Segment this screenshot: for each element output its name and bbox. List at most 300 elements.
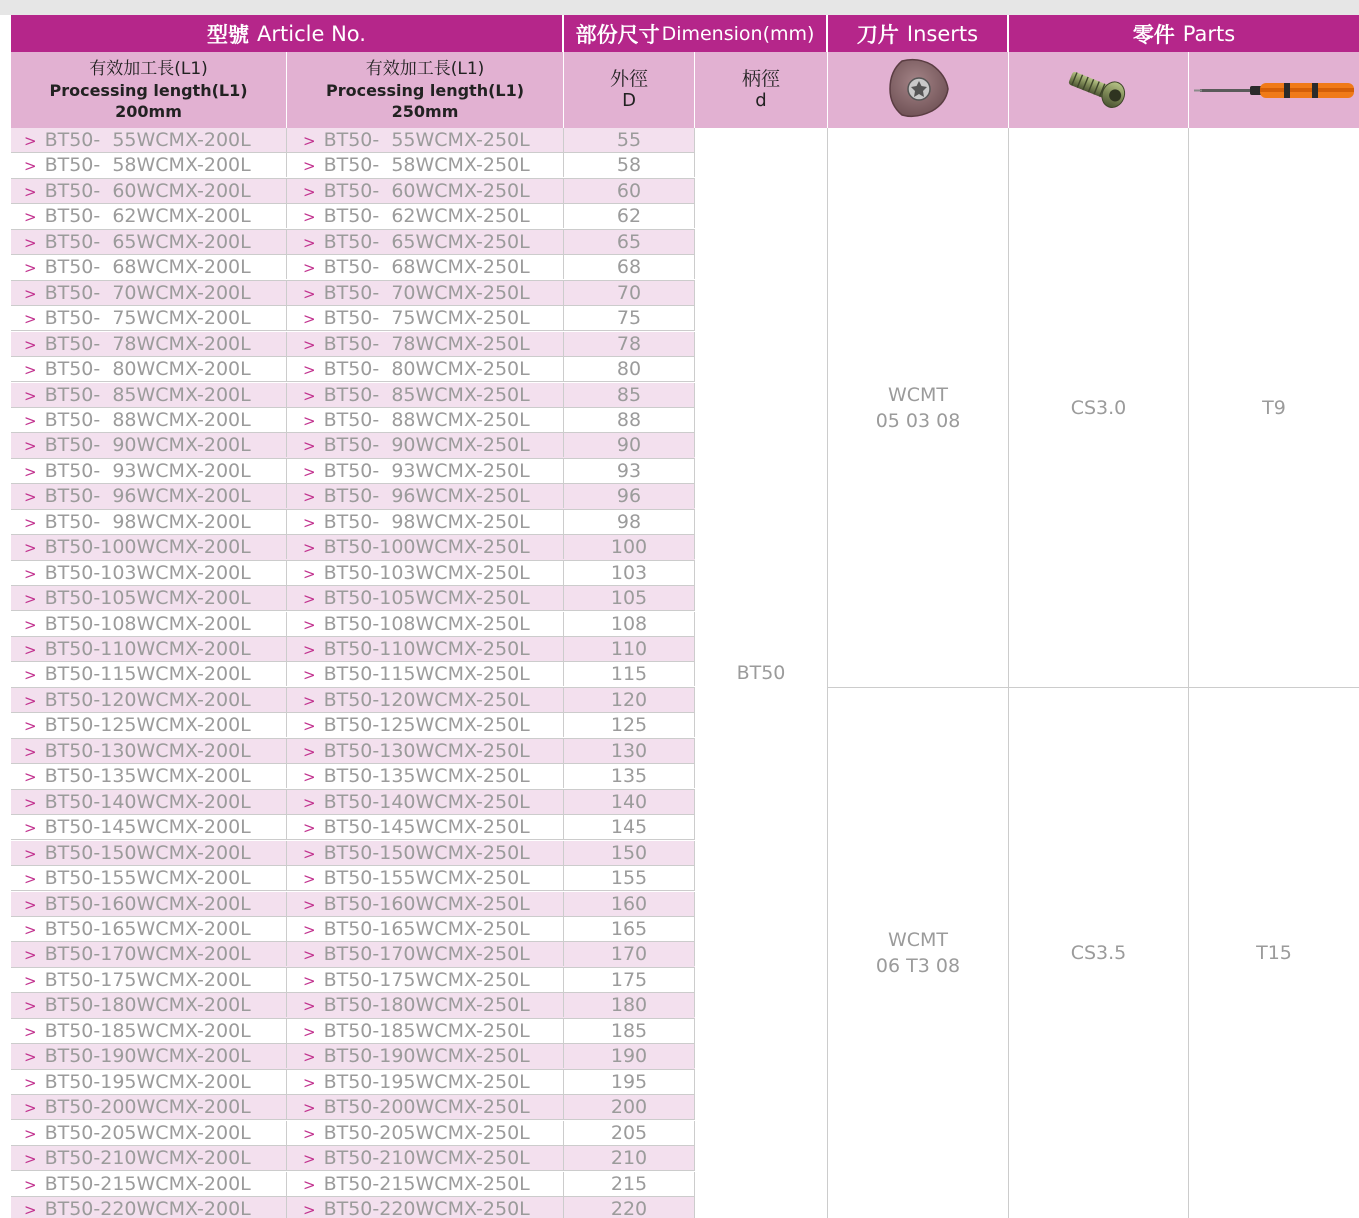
row-arrow-icon: > bbox=[303, 691, 316, 710]
outer-diameter-cell-text: 195 bbox=[610, 1070, 648, 1093]
row-arrow-icon: > bbox=[24, 462, 37, 481]
outer-diameter-cell bbox=[564, 1146, 695, 1170]
outer-diameter-cell bbox=[564, 484, 695, 508]
outer-diameter-cell bbox=[564, 815, 695, 839]
outer-diameter-cell-text: 70 bbox=[616, 281, 642, 304]
article-200-link-text: BT50-135WCMX-200L bbox=[44, 765, 251, 788]
outer-diameter-cell-text: 108 bbox=[610, 612, 648, 635]
article-200-link-text: BT50-200WCMX-200L bbox=[44, 1096, 251, 1119]
article-200-link-text: BT50-205WCMX-200L bbox=[44, 1121, 251, 1144]
table-row bbox=[11, 459, 695, 484]
article-200-link-text: BT50- 68WCMX-200L bbox=[44, 256, 251, 279]
subheader-shank-diameter bbox=[695, 52, 828, 128]
table-row bbox=[11, 1070, 695, 1095]
row-arrow-icon: > bbox=[303, 1150, 316, 1168]
outer-diameter-cell bbox=[564, 739, 695, 763]
article-200-link-text: BT50-130WCMX-200L bbox=[44, 739, 251, 762]
article-200-link[interactable] bbox=[11, 204, 287, 228]
row-arrow-icon: > bbox=[24, 259, 37, 278]
row-arrow-icon: > bbox=[303, 742, 316, 761]
outer-diameter-cell-text: 96 bbox=[616, 485, 642, 508]
outer-diameter-cell-text: 120 bbox=[610, 688, 648, 711]
article-250-link[interactable] bbox=[287, 637, 564, 661]
outer-diameter-cell bbox=[564, 357, 695, 381]
outer-diameter-cell bbox=[564, 332, 695, 356]
article-200-link-text: BT50-145WCMX-200L bbox=[44, 816, 251, 839]
article-250-link[interactable] bbox=[287, 586, 564, 610]
table-row bbox=[11, 841, 695, 866]
article-200-link[interactable] bbox=[11, 586, 287, 610]
outer-diameter-cell-text: 98 bbox=[616, 510, 642, 533]
outer-diameter-cell-text: 68 bbox=[616, 256, 642, 279]
article-250-link[interactable] bbox=[287, 179, 564, 203]
outer-diameter-cell bbox=[564, 153, 695, 177]
header-dimension-en: Dimension(mm) bbox=[661, 22, 815, 45]
article-200-link[interactable] bbox=[11, 459, 287, 483]
outer-diameter-cell-text: 205 bbox=[610, 1121, 648, 1144]
outer-diameter-cell-text: 75 bbox=[616, 307, 642, 330]
row-arrow-icon: > bbox=[303, 920, 316, 939]
outer-diameter-cell bbox=[564, 612, 695, 636]
article-200-link[interactable] bbox=[11, 1121, 287, 1145]
row-arrow-icon: > bbox=[24, 895, 37, 914]
article-250-link-text: BT50-120WCMX-250L bbox=[323, 688, 530, 711]
article-200-link[interactable] bbox=[11, 637, 287, 661]
article-250-link[interactable] bbox=[287, 1095, 564, 1119]
article-200-link[interactable] bbox=[11, 1044, 287, 1068]
article-250-link-text: BT50- 68WCMX-250L bbox=[323, 256, 530, 279]
subheader-250-line3: 250mm bbox=[391, 101, 459, 121]
article-250-link[interactable] bbox=[287, 153, 564, 177]
article-200-link[interactable] bbox=[11, 1095, 287, 1119]
article-250-link[interactable] bbox=[287, 332, 564, 356]
article-200-link-text: BT50- 62WCMX-200L bbox=[44, 205, 251, 228]
table-row bbox=[11, 688, 695, 713]
subheader-outer-diameter bbox=[564, 52, 695, 128]
row-arrow-icon: > bbox=[24, 1048, 37, 1067]
article-250-link-text: BT50-200WCMX-250L bbox=[323, 1096, 530, 1119]
row-arrow-icon: > bbox=[24, 310, 37, 329]
table-row bbox=[11, 892, 695, 917]
article-200-link[interactable] bbox=[11, 968, 287, 992]
article-200-link[interactable] bbox=[11, 230, 287, 254]
article-200-link[interactable] bbox=[11, 688, 287, 712]
article-200-link-text: BT50-150WCMX-200L bbox=[44, 841, 251, 864]
table-row bbox=[11, 510, 695, 535]
article-250-link[interactable] bbox=[287, 841, 564, 865]
outer-diameter-cell-text: 85 bbox=[616, 383, 642, 406]
article-200-link[interactable] bbox=[11, 510, 287, 534]
article-250-link[interactable] bbox=[287, 1197, 564, 1218]
article-250-link[interactable] bbox=[287, 1121, 564, 1145]
outer-diameter-cell bbox=[564, 637, 695, 661]
row-arrow-icon: > bbox=[303, 386, 316, 405]
table-row bbox=[11, 1197, 695, 1218]
outer-diameter-cell bbox=[564, 459, 695, 483]
outer-diameter-cell bbox=[564, 1019, 695, 1043]
row-arrow-icon: > bbox=[303, 361, 316, 379]
article-250-link[interactable] bbox=[287, 993, 564, 1017]
row-arrow-icon: > bbox=[303, 1175, 316, 1194]
article-200-link[interactable] bbox=[11, 917, 287, 941]
outer-diameter-cell bbox=[564, 510, 695, 534]
row-arrow-icon: > bbox=[24, 920, 37, 939]
row-arrow-icon: > bbox=[24, 233, 37, 252]
row-arrow-icon: > bbox=[303, 997, 316, 1016]
article-250-link-text: BT50-110WCMX-250L bbox=[323, 638, 530, 660]
outer-diameter-cell bbox=[564, 433, 695, 457]
table-row bbox=[11, 153, 695, 178]
header-dimension bbox=[564, 15, 828, 52]
article-200-link-text: BT50-100WCMX-200L bbox=[44, 536, 251, 559]
article-250-link[interactable] bbox=[287, 1070, 564, 1094]
outer-diameter-cell-text: 100 bbox=[610, 536, 648, 559]
article-200-link-text: BT50- 58WCMX-200L bbox=[44, 154, 251, 177]
table-row bbox=[11, 128, 695, 153]
article-200-link-text: BT50-108WCMX-200L bbox=[44, 612, 251, 635]
article-200-link[interactable] bbox=[11, 484, 287, 508]
outer-diameter-cell bbox=[564, 306, 695, 330]
shank-value: BT50 bbox=[736, 662, 786, 684]
article-250-link-text: BT50-220WCMX-250L bbox=[323, 1197, 530, 1218]
article-200-link[interactable] bbox=[11, 1019, 287, 1043]
article-200-link-text: BT50- 80WCMX-200L bbox=[44, 358, 251, 380]
insert-group-1-line2: 05 03 08 bbox=[875, 409, 961, 432]
article-200-link[interactable] bbox=[11, 306, 287, 330]
outer-diameter-cell-text: 115 bbox=[610, 663, 648, 686]
outer-diameter-cell-text: 65 bbox=[616, 230, 642, 253]
article-200-link-text: BT50- 96WCMX-200L bbox=[44, 485, 251, 508]
article-250-link[interactable] bbox=[287, 459, 564, 483]
outer-diameter-cell-text: 55 bbox=[616, 129, 642, 151]
article-250-link[interactable] bbox=[287, 1019, 564, 1043]
article-200-link[interactable] bbox=[11, 764, 287, 788]
outer-diameter-cell-text: 160 bbox=[610, 892, 648, 915]
outer-diameter-cell bbox=[564, 535, 695, 559]
header-article-no-en: Article No. bbox=[257, 21, 366, 46]
table-row bbox=[11, 1019, 695, 1044]
article-200-link[interactable] bbox=[11, 433, 287, 457]
row-arrow-icon: > bbox=[303, 233, 316, 252]
table-row bbox=[11, 255, 695, 280]
header-dimension-cjk: 部份尺寸 bbox=[575, 22, 660, 47]
driver-group-2-value: T15 bbox=[1256, 942, 1292, 964]
subheader-length-250 bbox=[287, 52, 564, 128]
article-250-link[interactable] bbox=[287, 739, 564, 763]
table-row bbox=[11, 204, 695, 229]
article-250-link-text: BT50- 78WCMX-250L bbox=[323, 332, 530, 355]
article-200-link[interactable] bbox=[11, 892, 287, 916]
row-arrow-icon: > bbox=[303, 844, 316, 863]
article-200-link[interactable] bbox=[11, 739, 287, 763]
article-200-link[interactable] bbox=[11, 866, 287, 890]
subheader-shank-line1: 柄徑 bbox=[741, 68, 780, 90]
article-200-link-text: BT50- 93WCMX-200L bbox=[44, 459, 251, 482]
article-200-link[interactable] bbox=[11, 408, 287, 432]
table-row bbox=[11, 637, 695, 662]
article-250-link[interactable] bbox=[287, 688, 564, 712]
article-250-link-text: BT50-195WCMX-250L bbox=[323, 1070, 530, 1093]
article-250-link-text: BT50-210WCMX-250L bbox=[323, 1147, 530, 1169]
row-arrow-icon: > bbox=[24, 666, 37, 685]
row-arrow-icon: > bbox=[303, 310, 316, 329]
article-200-link[interactable] bbox=[11, 383, 287, 407]
article-200-link[interactable] bbox=[11, 612, 287, 636]
article-250-link[interactable] bbox=[287, 433, 564, 457]
row-arrow-icon: > bbox=[303, 895, 316, 914]
article-250-link[interactable] bbox=[287, 255, 564, 279]
article-250-link-text: BT50- 85WCMX-250L bbox=[323, 383, 530, 406]
article-200-link[interactable] bbox=[11, 153, 287, 177]
row-arrow-icon: > bbox=[303, 284, 316, 303]
article-250-link-text: BT50- 60WCMX-250L bbox=[323, 179, 530, 202]
article-200-link[interactable] bbox=[11, 841, 287, 865]
article-200-link[interactable] bbox=[11, 662, 287, 686]
insert-group-2 bbox=[828, 688, 1009, 1218]
article-200-link[interactable] bbox=[11, 1197, 287, 1218]
table-row bbox=[11, 357, 695, 382]
article-200-link[interactable] bbox=[11, 993, 287, 1017]
article-250-link[interactable] bbox=[287, 281, 564, 305]
article-250-link[interactable] bbox=[287, 204, 564, 228]
subheader-250-line1: 有效加工長(L1) bbox=[365, 58, 485, 79]
outer-diameter-cell-text: 80 bbox=[616, 358, 642, 380]
article-250-link[interactable] bbox=[287, 815, 564, 839]
article-250-link[interactable] bbox=[287, 713, 564, 737]
table-row bbox=[11, 1095, 695, 1120]
article-200-link[interactable] bbox=[11, 332, 287, 356]
subheader-screw-image bbox=[1009, 52, 1189, 128]
row-arrow-icon: > bbox=[303, 1099, 316, 1118]
article-250-link-text: BT50-103WCMX-250L bbox=[323, 561, 530, 584]
outer-diameter-cell bbox=[564, 993, 695, 1017]
table-row bbox=[11, 866, 695, 891]
article-200-link-text: BT50-115WCMX-200L bbox=[44, 663, 251, 686]
article-200-link-text: BT50-103WCMX-200L bbox=[44, 561, 251, 584]
screwdriver-icon bbox=[1189, 52, 1359, 128]
outer-diameter-cell-text: 60 bbox=[616, 179, 642, 202]
article-250-link-text: BT50-175WCMX-250L bbox=[323, 968, 530, 991]
article-250-link-text: BT50- 93WCMX-250L bbox=[323, 459, 530, 482]
table-row bbox=[11, 586, 695, 611]
article-250-link-text: BT50- 90WCMX-250L bbox=[323, 434, 530, 457]
row-arrow-icon: > bbox=[303, 615, 316, 634]
article-250-link[interactable] bbox=[287, 408, 564, 432]
outer-diameter-cell-text: 62 bbox=[616, 205, 642, 228]
article-250-link-text: BT50-185WCMX-250L bbox=[323, 1019, 530, 1042]
article-200-link[interactable] bbox=[11, 815, 287, 839]
outer-diameter-cell bbox=[564, 892, 695, 916]
outer-diameter-cell-text: 210 bbox=[610, 1147, 648, 1169]
outer-diameter-cell-text: 165 bbox=[610, 917, 648, 940]
header-article-no bbox=[11, 15, 564, 52]
article-250-link[interactable] bbox=[287, 128, 564, 152]
article-250-link[interactable] bbox=[287, 535, 564, 559]
outer-diameter-cell-text: 200 bbox=[610, 1096, 648, 1119]
article-200-link-text: BT50-165WCMX-200L bbox=[44, 917, 251, 940]
article-200-link-text: BT50-185WCMX-200L bbox=[44, 1019, 251, 1042]
outer-diameter-cell bbox=[564, 790, 695, 814]
article-200-link[interactable] bbox=[11, 1070, 287, 1094]
article-200-link-text: BT50-125WCMX-200L bbox=[44, 714, 251, 737]
table-row bbox=[11, 484, 695, 509]
table-row bbox=[11, 993, 695, 1018]
row-arrow-icon: > bbox=[24, 1022, 37, 1041]
article-200-link[interactable] bbox=[11, 942, 287, 966]
article-250-link-text: BT50- 65WCMX-250L bbox=[323, 230, 530, 253]
outer-diameter-cell-text: 103 bbox=[610, 561, 648, 584]
article-200-link[interactable] bbox=[11, 128, 287, 152]
table-row bbox=[11, 968, 695, 993]
screw-icon bbox=[1009, 52, 1188, 128]
table-row bbox=[11, 942, 695, 967]
article-250-link-text: BT50- 88WCMX-250L bbox=[323, 408, 530, 431]
article-250-link-text: BT50-100WCMX-250L bbox=[323, 536, 530, 559]
article-250-link[interactable] bbox=[287, 790, 564, 814]
screw-group-2 bbox=[1009, 688, 1189, 1218]
row-arrow-icon: > bbox=[303, 870, 316, 888]
article-200-link[interactable] bbox=[11, 561, 287, 585]
article-250-link[interactable] bbox=[287, 484, 564, 508]
article-250-link[interactable] bbox=[287, 383, 564, 407]
row-arrow-icon: > bbox=[24, 793, 37, 812]
outer-diameter-cell bbox=[564, 688, 695, 712]
table-row bbox=[11, 815, 695, 840]
header-inserts bbox=[828, 15, 1009, 52]
product-table bbox=[11, 15, 1359, 1218]
outer-diameter-cell bbox=[564, 1044, 695, 1068]
article-200-link-text: BT50- 88WCMX-200L bbox=[44, 408, 251, 431]
row-arrow-icon: > bbox=[24, 946, 37, 965]
article-250-link-text: BT50-170WCMX-250L bbox=[323, 943, 530, 966]
article-250-link[interactable] bbox=[287, 942, 564, 966]
outer-diameter-cell-text: 190 bbox=[610, 1045, 648, 1068]
outer-diameter-cell bbox=[564, 561, 695, 585]
subheader-shank-line2: d bbox=[755, 90, 767, 111]
driver-group-1 bbox=[1189, 128, 1359, 688]
row-arrow-icon: > bbox=[303, 488, 316, 507]
row-arrow-icon: > bbox=[24, 971, 37, 990]
article-200-link-text: BT50- 90WCMX-200L bbox=[44, 434, 251, 457]
row-arrow-icon: > bbox=[24, 335, 37, 354]
row-arrow-icon: > bbox=[303, 793, 316, 812]
outer-diameter-cell bbox=[564, 255, 695, 279]
article-250-link-text: BT50- 96WCMX-250L bbox=[323, 485, 530, 508]
row-arrow-icon: > bbox=[24, 386, 37, 405]
row-arrow-icon: > bbox=[24, 1099, 37, 1118]
article-250-link[interactable] bbox=[287, 764, 564, 788]
row-arrow-icon: > bbox=[303, 335, 316, 354]
row-arrow-icon: > bbox=[303, 437, 316, 456]
article-250-link[interactable] bbox=[287, 1172, 564, 1196]
article-250-link-text: BT50-150WCMX-250L bbox=[323, 841, 530, 864]
table-row bbox=[11, 739, 695, 764]
row-arrow-icon: > bbox=[24, 641, 37, 659]
article-200-link[interactable] bbox=[11, 255, 287, 279]
article-200-link-text: BT50-215WCMX-200L bbox=[44, 1172, 251, 1195]
header-inserts-en: Inserts bbox=[906, 21, 979, 46]
row-arrow-icon: > bbox=[24, 488, 37, 507]
article-250-link[interactable] bbox=[287, 306, 564, 330]
article-250-link[interactable] bbox=[287, 968, 564, 992]
article-250-link[interactable] bbox=[287, 561, 564, 585]
outer-diameter-cell-text: 155 bbox=[610, 867, 648, 889]
article-200-link-text: BT50-155WCMX-200L bbox=[44, 867, 251, 889]
article-250-link[interactable] bbox=[287, 917, 564, 941]
table-row bbox=[11, 433, 695, 458]
outer-diameter-cell bbox=[564, 968, 695, 992]
row-arrow-icon: > bbox=[303, 641, 316, 659]
article-200-link[interactable] bbox=[11, 713, 287, 737]
row-arrow-icon: > bbox=[24, 564, 37, 583]
article-250-link-text: BT50-105WCMX-250L bbox=[323, 587, 530, 610]
table-row bbox=[11, 281, 695, 306]
outer-diameter-cell bbox=[564, 713, 695, 737]
row-arrow-icon: > bbox=[303, 1048, 316, 1067]
header-inserts-cjk: 刀片 bbox=[856, 22, 899, 47]
outer-diameter-cell bbox=[564, 1095, 695, 1119]
article-250-link[interactable] bbox=[287, 1146, 564, 1170]
table-row bbox=[11, 1172, 695, 1197]
outer-diameter-cell bbox=[564, 1070, 695, 1094]
article-200-link[interactable] bbox=[11, 357, 287, 381]
article-250-link[interactable] bbox=[287, 892, 564, 916]
article-250-link[interactable] bbox=[287, 612, 564, 636]
article-250-link-text: BT50- 58WCMX-250L bbox=[323, 154, 530, 177]
row-arrow-icon: > bbox=[303, 208, 316, 227]
article-250-link[interactable] bbox=[287, 866, 564, 890]
outer-diameter-cell bbox=[564, 281, 695, 305]
outer-diameter-cell-text: 140 bbox=[610, 790, 648, 813]
insert-group-2-line2: 06 T3 08 bbox=[875, 955, 961, 977]
article-200-link[interactable] bbox=[11, 535, 287, 559]
table-row bbox=[11, 535, 695, 560]
article-200-link[interactable] bbox=[11, 179, 287, 203]
insert-group-1-line1: WCMT bbox=[887, 383, 949, 406]
row-arrow-icon: > bbox=[24, 590, 37, 609]
article-200-link-text: BT50-220WCMX-200L bbox=[44, 1197, 251, 1218]
table-row bbox=[11, 1146, 695, 1171]
table-row bbox=[11, 179, 695, 204]
article-200-link[interactable] bbox=[11, 1172, 287, 1196]
row-arrow-icon: > bbox=[24, 870, 37, 888]
row-arrow-icon: > bbox=[24, 361, 37, 379]
article-200-link-text: BT50-160WCMX-200L bbox=[44, 892, 251, 915]
article-200-link[interactable] bbox=[11, 1146, 287, 1170]
article-200-link[interactable] bbox=[11, 790, 287, 814]
row-arrow-icon: > bbox=[303, 1200, 316, 1218]
article-250-link[interactable] bbox=[287, 662, 564, 686]
row-arrow-icon: > bbox=[303, 819, 316, 838]
outer-diameter-cell-text: 220 bbox=[610, 1197, 648, 1218]
article-250-link-text: BT50-135WCMX-250L bbox=[323, 765, 530, 788]
driver-group-1-value: T9 bbox=[1262, 396, 1286, 419]
row-arrow-icon: > bbox=[24, 1150, 37, 1168]
article-250-link[interactable] bbox=[287, 230, 564, 254]
row-arrow-icon: > bbox=[24, 539, 37, 558]
outer-diameter-cell bbox=[564, 179, 695, 203]
row-arrow-icon: > bbox=[303, 717, 316, 736]
table-row bbox=[11, 561, 695, 586]
article-250-link[interactable] bbox=[287, 1044, 564, 1068]
article-200-link-text: BT50- 65WCMX-200L bbox=[44, 230, 251, 253]
row-arrow-icon: > bbox=[303, 182, 316, 201]
article-200-link[interactable] bbox=[11, 281, 287, 305]
article-250-link[interactable] bbox=[287, 510, 564, 534]
article-250-link[interactable] bbox=[287, 357, 564, 381]
article-250-link-text: BT50-215WCMX-250L bbox=[323, 1172, 530, 1195]
row-arrow-icon: > bbox=[24, 615, 37, 634]
